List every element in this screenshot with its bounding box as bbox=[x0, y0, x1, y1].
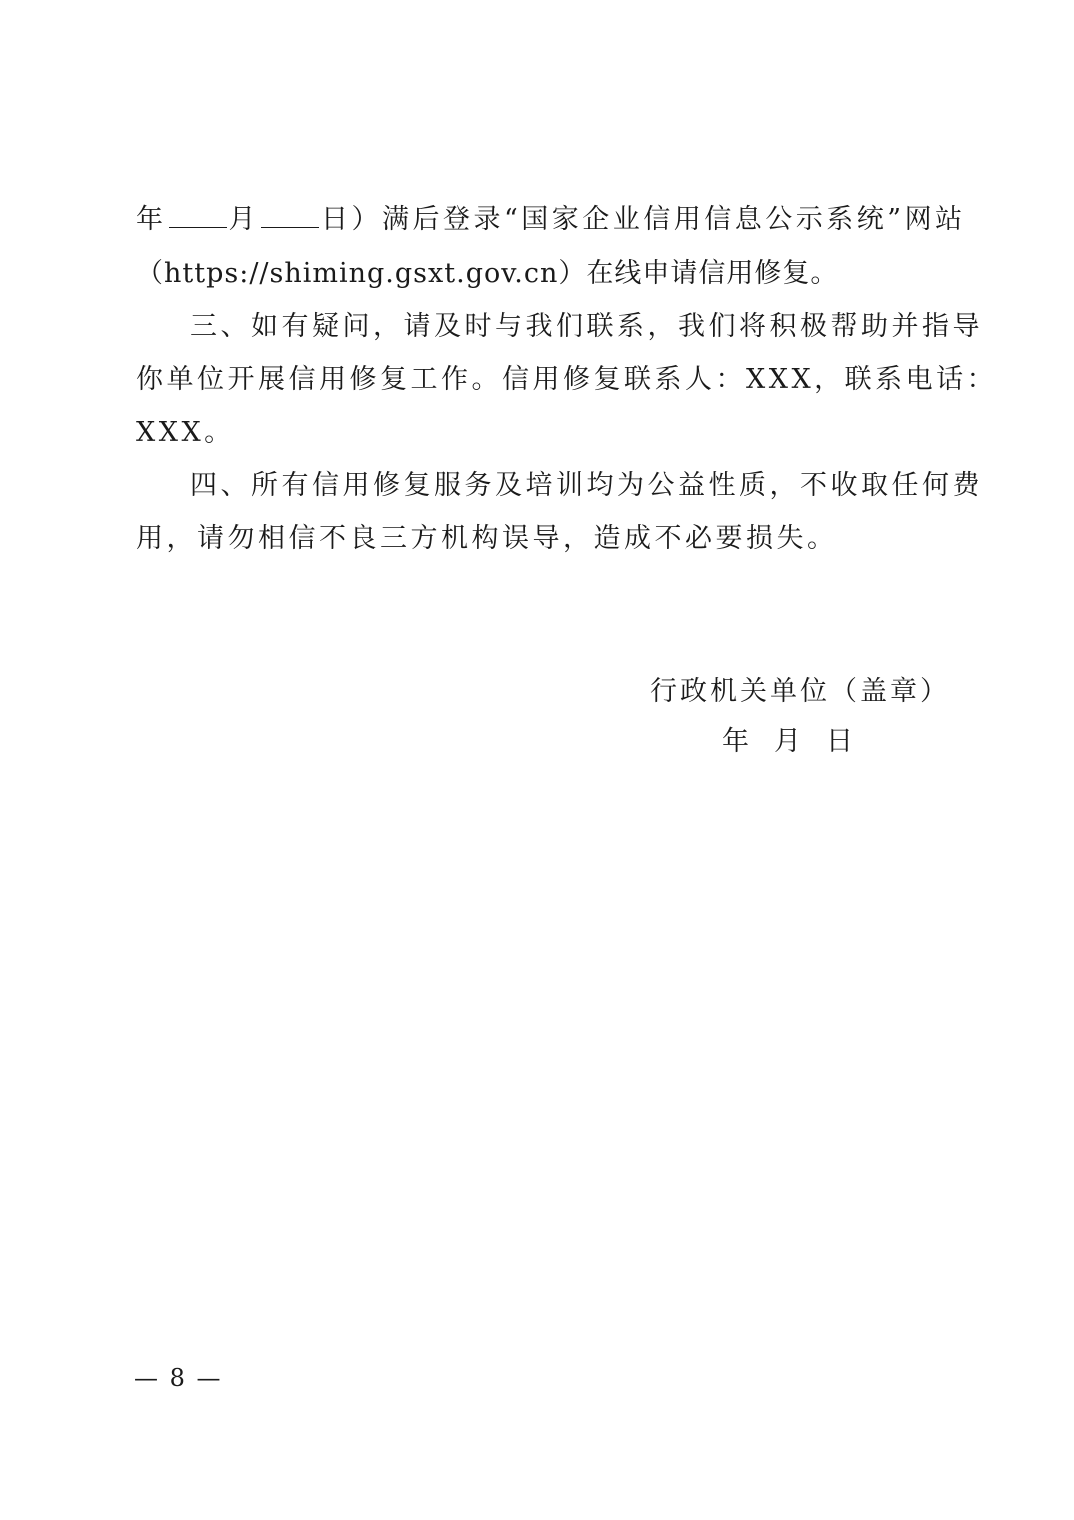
signature-month: 月 bbox=[774, 726, 804, 757]
para4-line-1: 四、所有信用修复服务及培训均为公益性质，不收取任何费 bbox=[190, 470, 983, 501]
year-blank bbox=[169, 201, 227, 228]
signature-date bbox=[722, 722, 856, 762]
para3-line-1: 三、如有疑问，请及时与我们联系，我们将积极帮助并指导 bbox=[190, 311, 983, 342]
signature-org: 行政机关单位（盖章） bbox=[650, 676, 950, 707]
para4-line-2: 用，请勿相信不良三方机构误导，造成不必要损失。 bbox=[136, 523, 838, 554]
signature-year: 年 bbox=[722, 726, 752, 757]
body-line-1 bbox=[136, 200, 966, 240]
body-line-2: （https://shiming.gsxt.gov.cn）在线申请信用修复。 bbox=[136, 258, 839, 289]
line1-rest: 日）满后登录“国家企业信用信息公示系统”网站 bbox=[321, 204, 966, 235]
month-blank bbox=[261, 201, 319, 228]
month-label: 月 bbox=[228, 204, 259, 235]
year-label: 年 bbox=[136, 204, 167, 235]
signature-day: 日 bbox=[826, 726, 856, 757]
page-number: — 8 — bbox=[134, 1364, 223, 1392]
para3-line-2: 你单位开展信用修复工作。信用修复联系人：XXX，联系电话： bbox=[136, 364, 998, 395]
para3-line-3: XXX。 bbox=[136, 417, 235, 448]
